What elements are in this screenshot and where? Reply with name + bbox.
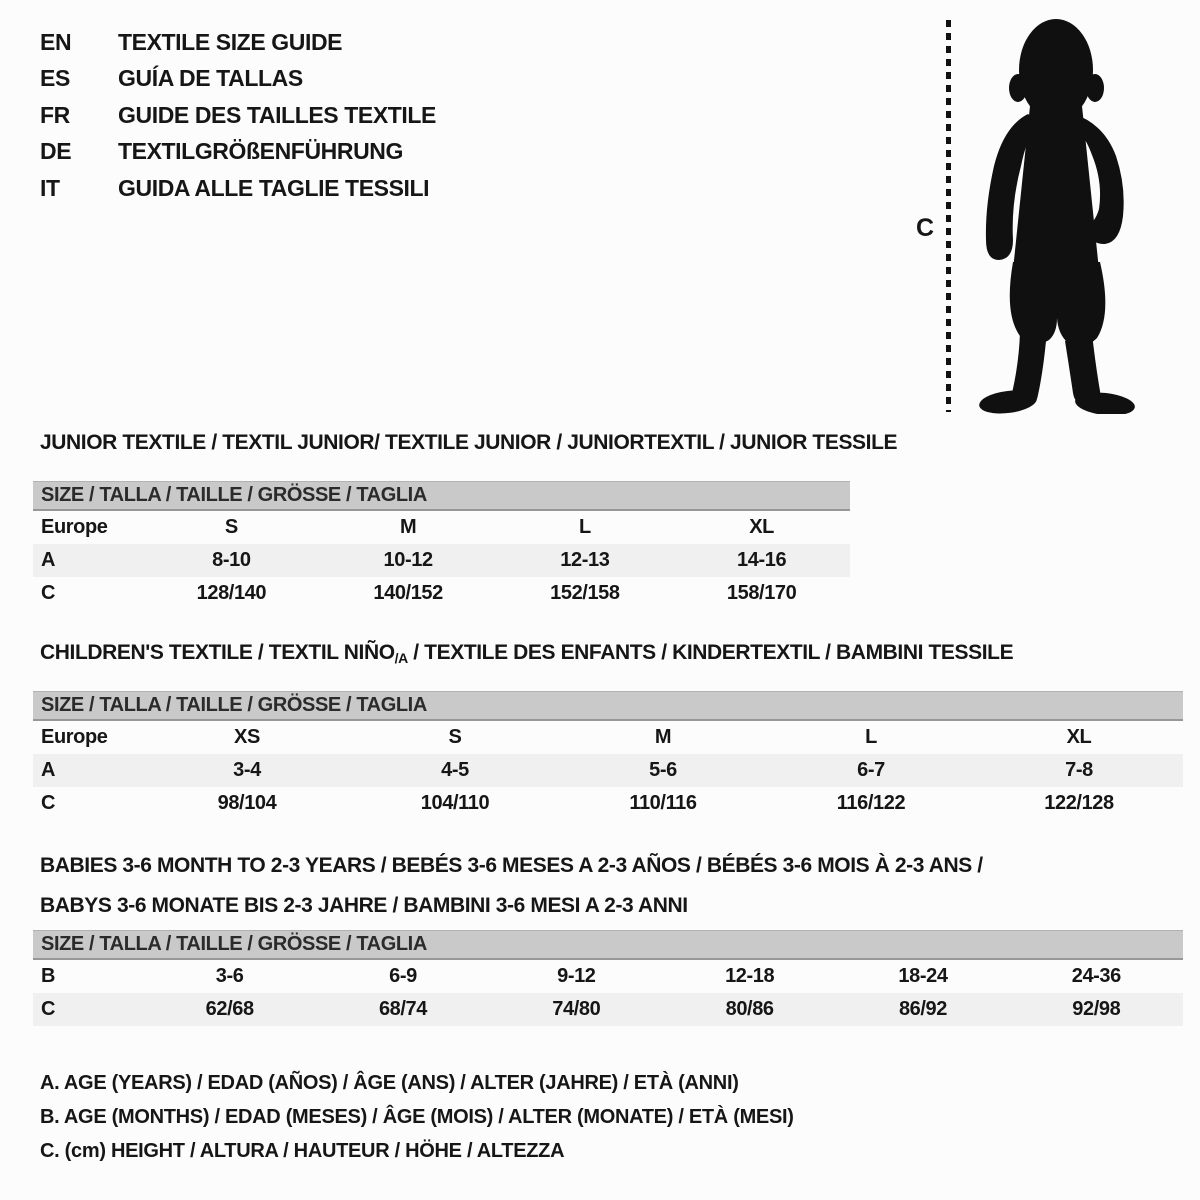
age-cell: 10-12 bbox=[383, 549, 433, 571]
row-label: A bbox=[41, 759, 56, 781]
size-cell: M bbox=[399, 516, 417, 538]
language-row-fr bbox=[40, 97, 436, 134]
size-header-label: SIZE / TALLA / TAILLE / GRÖSSE / TAGLIA bbox=[41, 694, 427, 716]
language-code: EN bbox=[40, 28, 72, 55]
row-label: C bbox=[41, 792, 56, 814]
row-label: B bbox=[41, 965, 56, 987]
height-cell: 92/98 bbox=[1072, 998, 1121, 1020]
size-cell: L bbox=[578, 516, 591, 538]
table-row-height bbox=[33, 577, 850, 610]
height-dashed-line-icon bbox=[946, 20, 951, 412]
language-code: DE bbox=[40, 138, 72, 165]
language-title-list bbox=[40, 24, 436, 207]
toddler-silhouette-icon bbox=[964, 14, 1149, 414]
children-title-prefix: CHILDREN'S TEXTILE / TEXTIL NIÑO bbox=[40, 641, 395, 664]
language-row-es bbox=[40, 61, 436, 98]
junior-size-table bbox=[33, 481, 850, 610]
height-cell: 80/86 bbox=[725, 998, 774, 1020]
table-row-age bbox=[33, 754, 1183, 787]
language-code: IT bbox=[40, 174, 60, 201]
row-label: C bbox=[41, 582, 56, 604]
height-cell: 122/128 bbox=[1044, 792, 1114, 814]
height-cell: 62/68 bbox=[205, 998, 254, 1020]
age-cell: 6-9 bbox=[389, 965, 417, 987]
height-measure-label: C bbox=[916, 214, 935, 242]
age-cell: 14-16 bbox=[737, 549, 787, 571]
size-cell: XL bbox=[749, 516, 774, 538]
guide-title-es: GUÍA DE TALLAS bbox=[118, 65, 303, 92]
guide-title-de: TEXTILGRÖßENFÜHRUNG bbox=[118, 138, 403, 165]
height-cell: 128/140 bbox=[196, 582, 267, 604]
age-cell: 8-10 bbox=[212, 549, 251, 571]
size-cell: L bbox=[865, 726, 877, 748]
height-cell: 158/170 bbox=[726, 582, 797, 604]
size-header-bar bbox=[33, 930, 1183, 960]
guide-title-it: GUIDA ALLE TAGLIE TESSILI bbox=[118, 174, 430, 201]
section-title-children bbox=[40, 641, 1013, 666]
height-cell: 74/80 bbox=[552, 998, 601, 1020]
size-cell: XS bbox=[234, 726, 260, 748]
age-cell: 9-12 bbox=[557, 965, 596, 987]
age-cell: 5-6 bbox=[649, 759, 677, 781]
row-label: C bbox=[41, 998, 56, 1020]
legend-footnotes bbox=[40, 1066, 794, 1168]
size-header-bar bbox=[33, 481, 850, 511]
height-cell: 68/74 bbox=[378, 998, 428, 1020]
table-row-age-months bbox=[33, 960, 1183, 993]
table-row-height bbox=[33, 993, 1183, 1026]
babies-size-table bbox=[33, 930, 1183, 1026]
language-row-de bbox=[40, 134, 436, 171]
language-code: ES bbox=[40, 65, 70, 92]
height-cell: 140/152 bbox=[373, 582, 443, 604]
footnote-height-cm: C. (cm) HEIGHT / ALTURA / HAUTEUR / HÖHE / ALTEZZA bbox=[40, 1140, 565, 1162]
language-code: FR bbox=[40, 101, 70, 128]
height-cell: 98/104 bbox=[217, 792, 277, 814]
height-cell: 116/122 bbox=[836, 792, 906, 814]
age-cell: 12-13 bbox=[560, 549, 610, 571]
age-cell: 12-18 bbox=[725, 965, 775, 987]
table-row-height bbox=[33, 787, 1183, 820]
height-cell: 110/116 bbox=[629, 792, 697, 814]
size-header-label: SIZE / TALLA / TAILLE / GRÖSSE / TAGLIA bbox=[41, 484, 427, 506]
age-cell: 18-24 bbox=[898, 965, 948, 987]
footnote-age-months: B. AGE (MONTHS) / EDAD (MESES) / ÂGE (MOIS) / ALTER (MONATE) / ETÀ (MESI) bbox=[40, 1106, 794, 1128]
row-label: Europe bbox=[41, 516, 108, 538]
children-size-table bbox=[33, 691, 1183, 820]
table-row-europe bbox=[33, 511, 850, 544]
height-measure-figure bbox=[912, 14, 1162, 420]
table-row-europe bbox=[33, 721, 1183, 754]
guide-title-en: TEXTILE SIZE GUIDE bbox=[118, 28, 343, 55]
age-cell: 6-7 bbox=[857, 759, 885, 781]
babies-title-line2: BABYS 3-6 MONATE BIS 2-3 JAHRE / BAMBINI 3-6 MESI A 2-3 ANNI bbox=[40, 894, 688, 917]
language-row-en bbox=[40, 24, 436, 61]
age-cell: 3-6 bbox=[215, 965, 244, 987]
row-label: A bbox=[41, 549, 56, 571]
guide-title-fr: GUIDE DES TAILLES TEXTILE bbox=[118, 101, 436, 128]
size-cell: S bbox=[448, 726, 462, 748]
age-cell: 24-36 bbox=[1071, 965, 1121, 987]
size-cell: M bbox=[654, 726, 672, 748]
size-header-bar bbox=[33, 691, 1183, 721]
babies-title-line1: BABIES 3-6 MONTH TO 2-3 YEARS / BEBÉS 3-6 MESES A 2-3 AÑOS / BÉBÉS 3-6 MOIS À 2-3 ANS / bbox=[40, 854, 983, 877]
language-row-it bbox=[40, 170, 436, 207]
children-title-subscript: /A bbox=[394, 650, 408, 666]
table-row-age bbox=[33, 544, 850, 577]
age-cell: 7-8 bbox=[1065, 759, 1093, 781]
size-header-label: SIZE / TALLA / TAILLE / GRÖSSE / TAGLIA bbox=[41, 933, 427, 955]
height-cell: 152/158 bbox=[550, 582, 620, 604]
row-label: Europe bbox=[41, 726, 108, 748]
age-cell: 3-4 bbox=[233, 759, 261, 781]
size-cell: XL bbox=[1066, 726, 1092, 748]
section-title-babies bbox=[40, 846, 983, 926]
footnote-age-years: A. AGE (YEARS) / EDAD (AÑOS) / ÂGE (ANS) / ALTER (JAHRE) / ETÀ (ANNI) bbox=[40, 1072, 739, 1094]
height-cell: 104/110 bbox=[420, 792, 490, 814]
size-cell: S bbox=[224, 516, 238, 538]
age-cell: 4-5 bbox=[441, 759, 469, 781]
children-title-suffix: / TEXTILE DES ENFANTS / KINDERTEXTIL / BAMBINI TESSILE bbox=[407, 641, 1014, 664]
height-cell: 86/92 bbox=[898, 998, 947, 1020]
section-title-junior: JUNIOR TEXTILE / TEXTIL JUNIOR/ TEXTILE JUNIOR / JUNIORTEXTIL / JUNIOR TESSILE bbox=[40, 431, 898, 454]
